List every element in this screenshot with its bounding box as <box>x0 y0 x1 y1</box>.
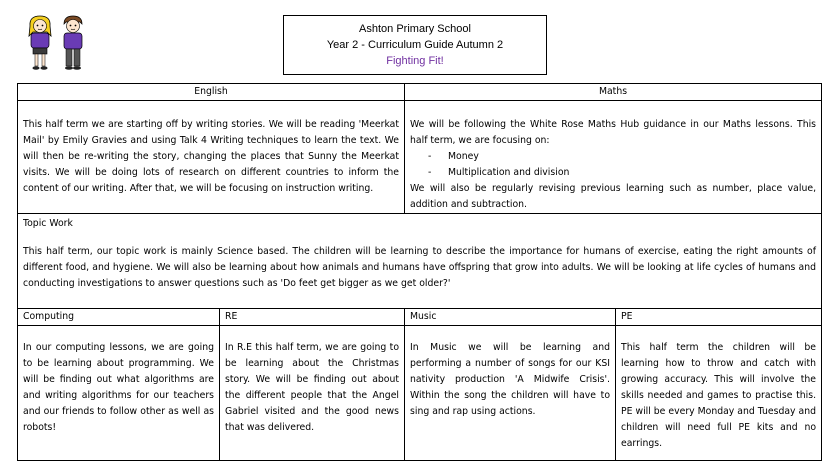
english-heading: English <box>18 84 405 101</box>
title-box <box>283 15 547 75</box>
computing-heading: Computing <box>18 309 220 326</box>
computing-text: In our computing lessons, we are going to be learning about programming. We will be finding out what algorithms are and writing algorithms for our teachers and our friends to follow other as well as robots! <box>18 326 220 461</box>
music-heading: Music <box>405 309 616 326</box>
maths-cell <box>405 101 822 214</box>
maths-heading: Maths <box>405 84 822 101</box>
pe-text: This half term the children will be learning how to throw and catch with growing accuracy. This will involve the skills needed and games to practise this. PE will be every Monday and Tuesday and children will need full PE kits and no earrings. <box>616 326 822 461</box>
topic-cell <box>18 214 822 309</box>
list-item: - Multiplication and division <box>430 165 816 181</box>
school-name: Ashton Primary School <box>359 23 471 35</box>
topic-text: This half term, our topic work is mainly Science based. The children will be learning to describe the importance for humans of exercise, eating the right amounts of different food, and hygiene. We will also be learning about how animals and humans have offspring that grow into adults. We will be looking at life cycles of humans and conducting investigations to answer questions such as 'Do feet get bigger as we get older?' <box>23 246 817 289</box>
theme-title: Fighting Fit! <box>386 55 444 67</box>
maths-intro: We will be following the White Rose Maths Hub guidance in our Maths lessons. This half term, we are focusing on: <box>410 119 817 146</box>
children-clipart-image <box>24 14 90 72</box>
girl-figure-icon <box>29 16 51 70</box>
re-text: In R.E this half term, we are going to be learning about the Christmas story. We will be finding out about the different people that the Angel Gabriel visited and the good news that was delivered. <box>220 326 405 461</box>
music-text: In Music we will be learning and performing a number of songs for our KSI nativity production 'A Midwife Crisis'. Within the song the children will have to sing and rap using actions. <box>405 326 616 461</box>
re-heading: RE <box>220 309 405 326</box>
document-title: Year 2 - Curriculum Guide Autumn 2 <box>326 39 504 51</box>
curriculum-table <box>17 83 822 461</box>
english-text: This half term we are starting off by writing stories. We will be reading 'Meerkat Mail' by Emily Gravies and using Talk 4 Writing techniques to learn the text. We will then be re-writing the story, changing the places that Sunny the Meerkat visits. We will be doing lots of research on different countries to inform the content of our writing. After that, we will be focusing on instruction writing. <box>18 101 405 214</box>
list-item: - Money <box>430 149 816 165</box>
maths-list <box>410 149 816 181</box>
topic-heading: Topic Work <box>23 218 73 229</box>
maths-outro: We will also be regularly revising previous learning such as number, place value, addition and subtraction. <box>410 183 817 210</box>
pe-heading: PE <box>616 309 822 326</box>
boy-figure-icon <box>64 16 82 70</box>
